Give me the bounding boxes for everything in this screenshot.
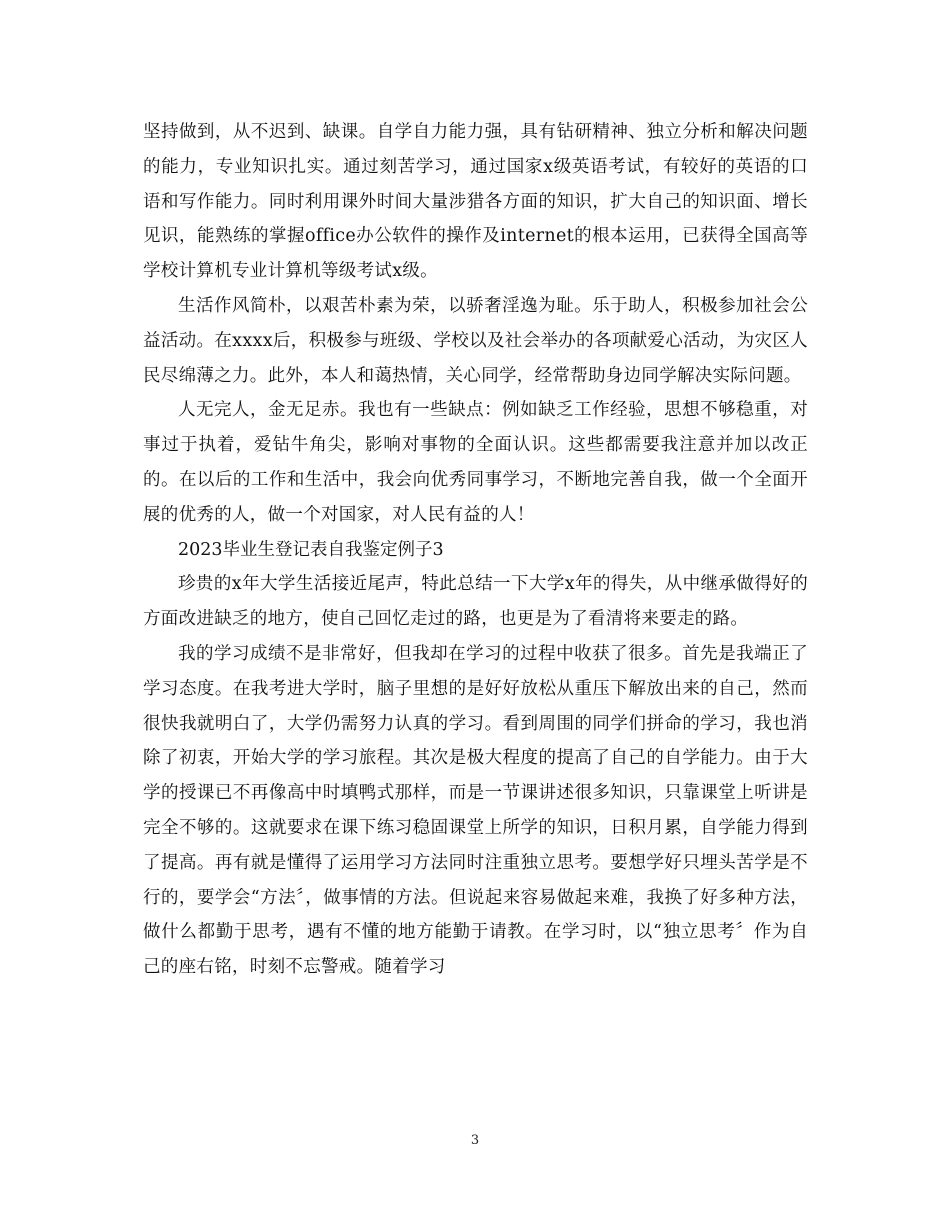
paragraph-university-summary: 珍贵的x年大学生活接近尾声，特此总结一下大学x年的得失，从中继承做得好的方面改进缺乏的地方，使自己回忆走过的路，也更是为了看清将来要走的路。 <box>143 574 808 630</box>
paragraph-lifestyle: 生活作风简朴，以艰苦朴素为荣，以骄奢淫逸为耻。乐于助人，积极参加社会公益活动。在xxxx后，积极参与班级、学校以及社会举办的各项献爱心活动，为灾区人民尽绵薄之力。此外，本人和蔼热情，关心同学，经常帮助身边同学解决实际问题。 <box>143 295 808 386</box>
paragraph-learning-experience: 我的学习成绩不是非常好，但我却在学习的过程中收获了很多。首先是我端正了学习态度。在我考进大学时，脑子里想的是好好放松从重压下解放出来的自己，然而很快我就明白了，大学仍需努力认真的学习。看到周围的同学们拼命的学习，我也消除了初衷，开始大学的学习旅程。其次是极大程度的提高了自己的自学能力。由于大学的授课已不再像高中时填鸭式那样，而是一节课讲述很多知识，只靠课堂上听讲是完全不够的。这就要求在课下练习稳固课堂上所学的知识，日积月累，自学能力得到了提高。再有就是懂得了运用学习方法同时注重独立思考。要想学好只埋头苦学是不行的，要学会“方法〞，做事情的方法。但说起来容易做起来难，我换了好多种方法，做什么都勤于思考，遇有不懂的地方能勤于请教。在学习时，以“独立思考〞作为自己的座右铭，时刻不忘警戒。随着学习 <box>143 643 808 978</box>
document-body <box>143 115 808 985</box>
page-number: 3 <box>470 1133 480 1148</box>
paragraph-study-ability: 坚持做到，从不迟到、缺课。自学自力能力强，具有钻研精神、独立分析和解决问题的能力，专业知识扎实。通过刻苦学习，通过国家x级英语考试，有较好的英语的口语和写作能力。同时利用课外时间大量涉猎各方面的知识，扩大自己的知识面、增长见识，能熟练的掌握office办公软件的操作及internet的根本运用，已获得全国高等学校计算机专业计算机等级考试x级。 <box>143 122 808 282</box>
paragraph-shortcomings: 人无完人，金无足赤。我也有一些缺点：例如缺乏工作经验，思想不够稳重，对事过于执着，爱钻牛角尖，影响对事物的全面认识。这些都需要我注意并加以改正的。在以后的工作和生活中，我会向优秀同事学习，不断地完善自我，做一个全面开展的优秀的人，做一个对国家，对人民有益的人！ <box>143 400 808 525</box>
section-heading: 2023毕业生登记表自我鉴定例子3 <box>178 539 444 560</box>
